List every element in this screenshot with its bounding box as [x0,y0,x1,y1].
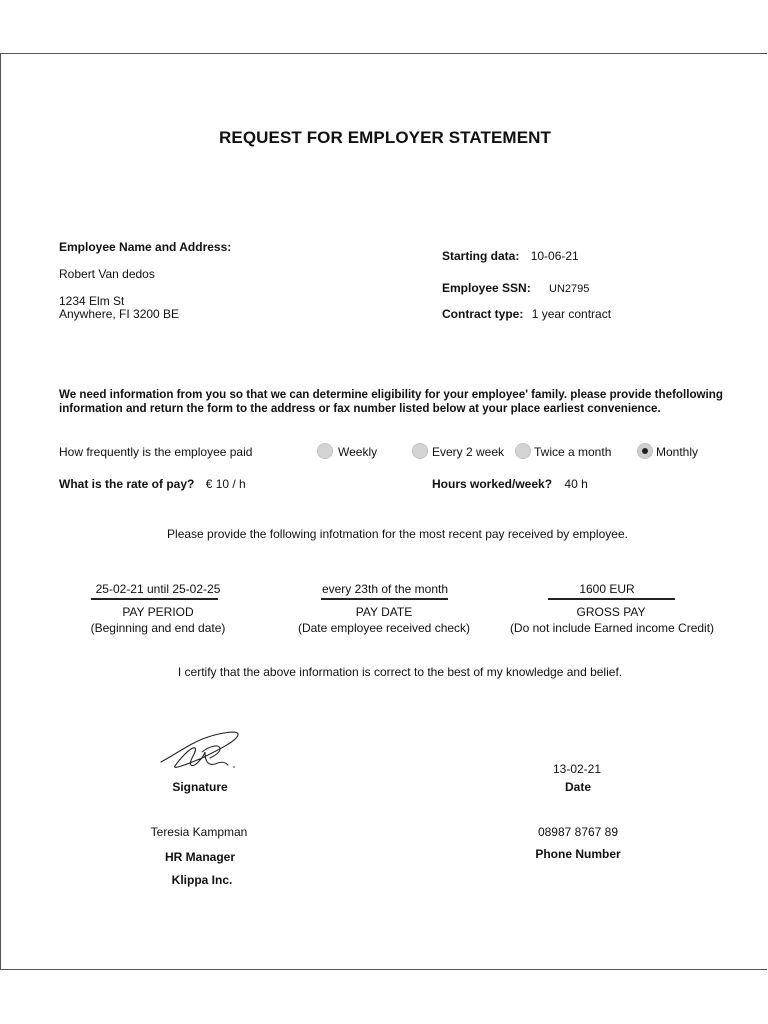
option-label-every-2-week: Every 2 week [432,445,505,459]
frequency-question: How frequently is the employee paid [59,445,253,459]
certification-statement: I certify that the above information is correct to the best of my knowledge and belief. [177,665,623,679]
signature-date-value: 13-02-21 [552,762,602,776]
gross-pay-label: GROSS PAY [576,605,646,619]
rate-label: What is the rate of pay? [59,477,195,491]
radio-twice-a-month[interactable] [515,443,531,459]
signer-name: Teresia Kampman [150,825,248,839]
ssn-label: Employee SSN: [442,281,531,295]
signer-company: Klippa Inc. [171,873,233,887]
employee-name: Robert Van dedos [59,267,155,281]
pay-period-sub: (Beginning and end date) [90,621,226,635]
handwritten-signature [158,728,242,774]
signer-role: HR Manager [164,850,235,864]
intro-line-1: We need information from you so that we can determine eligibility for your employee' family. please provide thefollowing [59,388,723,401]
gross-pay-underline [548,598,675,600]
ssn-row [442,281,589,295]
hours-label: Hours worked/week? [432,477,553,491]
radio-monthly-selected[interactable] [637,443,653,459]
document-title: REQUEST FOR EMPLOYER STATEMENT [219,128,551,147]
employee-label: Employee Name and Address: [59,240,232,254]
recent-pay-note: Please provide the following infotmation for the most recent pay received by employee. [167,527,628,541]
intro-line-2: information and return the form to the address or fax number listed below at your place earliest convenience. [59,402,661,415]
starting-date-row [442,249,579,263]
pay-period-value: 25-02-21 until 25-02-25 [95,582,221,596]
radio-every-2-week[interactable] [412,443,428,459]
employee-address-line1: 1234 Elm St [59,294,125,306]
gross-pay-value: 1600 EUR [579,582,635,596]
option-label-monthly: Monthly [656,445,699,459]
contract-label: Contract type: [442,307,524,321]
pay-date-label: PAY DATE [355,605,413,619]
hours-value: 40 h [564,477,588,491]
signer-phone-value: 08987 8767 89 [537,825,619,839]
signature-label: Signature [172,780,228,794]
pay-date-value: every 23th of the month [321,582,449,596]
hours-row [432,477,588,491]
ssn-value: UN2795 [549,283,590,295]
gross-pay-sub: (Do not include Earned income Credit) [509,621,715,635]
pay-period-underline [91,598,218,600]
pay-period-label: PAY PERIOD [122,605,194,619]
signer-phone-label: Phone Number [535,847,621,861]
starting-date-value: 10-06-21 [530,249,579,263]
employee-address-line2: Anywhere, FI 3200 BE [59,307,180,321]
intro-paragraph [59,388,723,416]
option-label-weekly: Weekly [338,445,378,459]
pay-date-underline [321,598,448,600]
rate-value: € 10 / h [205,477,246,491]
contract-row [442,307,611,321]
rate-row [59,477,246,491]
contract-value: 1 year contract [531,307,612,321]
pay-date-sub: (Date employee received check) [297,621,471,635]
signature-date-label: Date [564,780,591,794]
starting-date-label: Starting data: [442,249,520,263]
radio-weekly[interactable] [317,443,333,459]
option-label-twice-a-month: Twice a month [534,445,612,459]
